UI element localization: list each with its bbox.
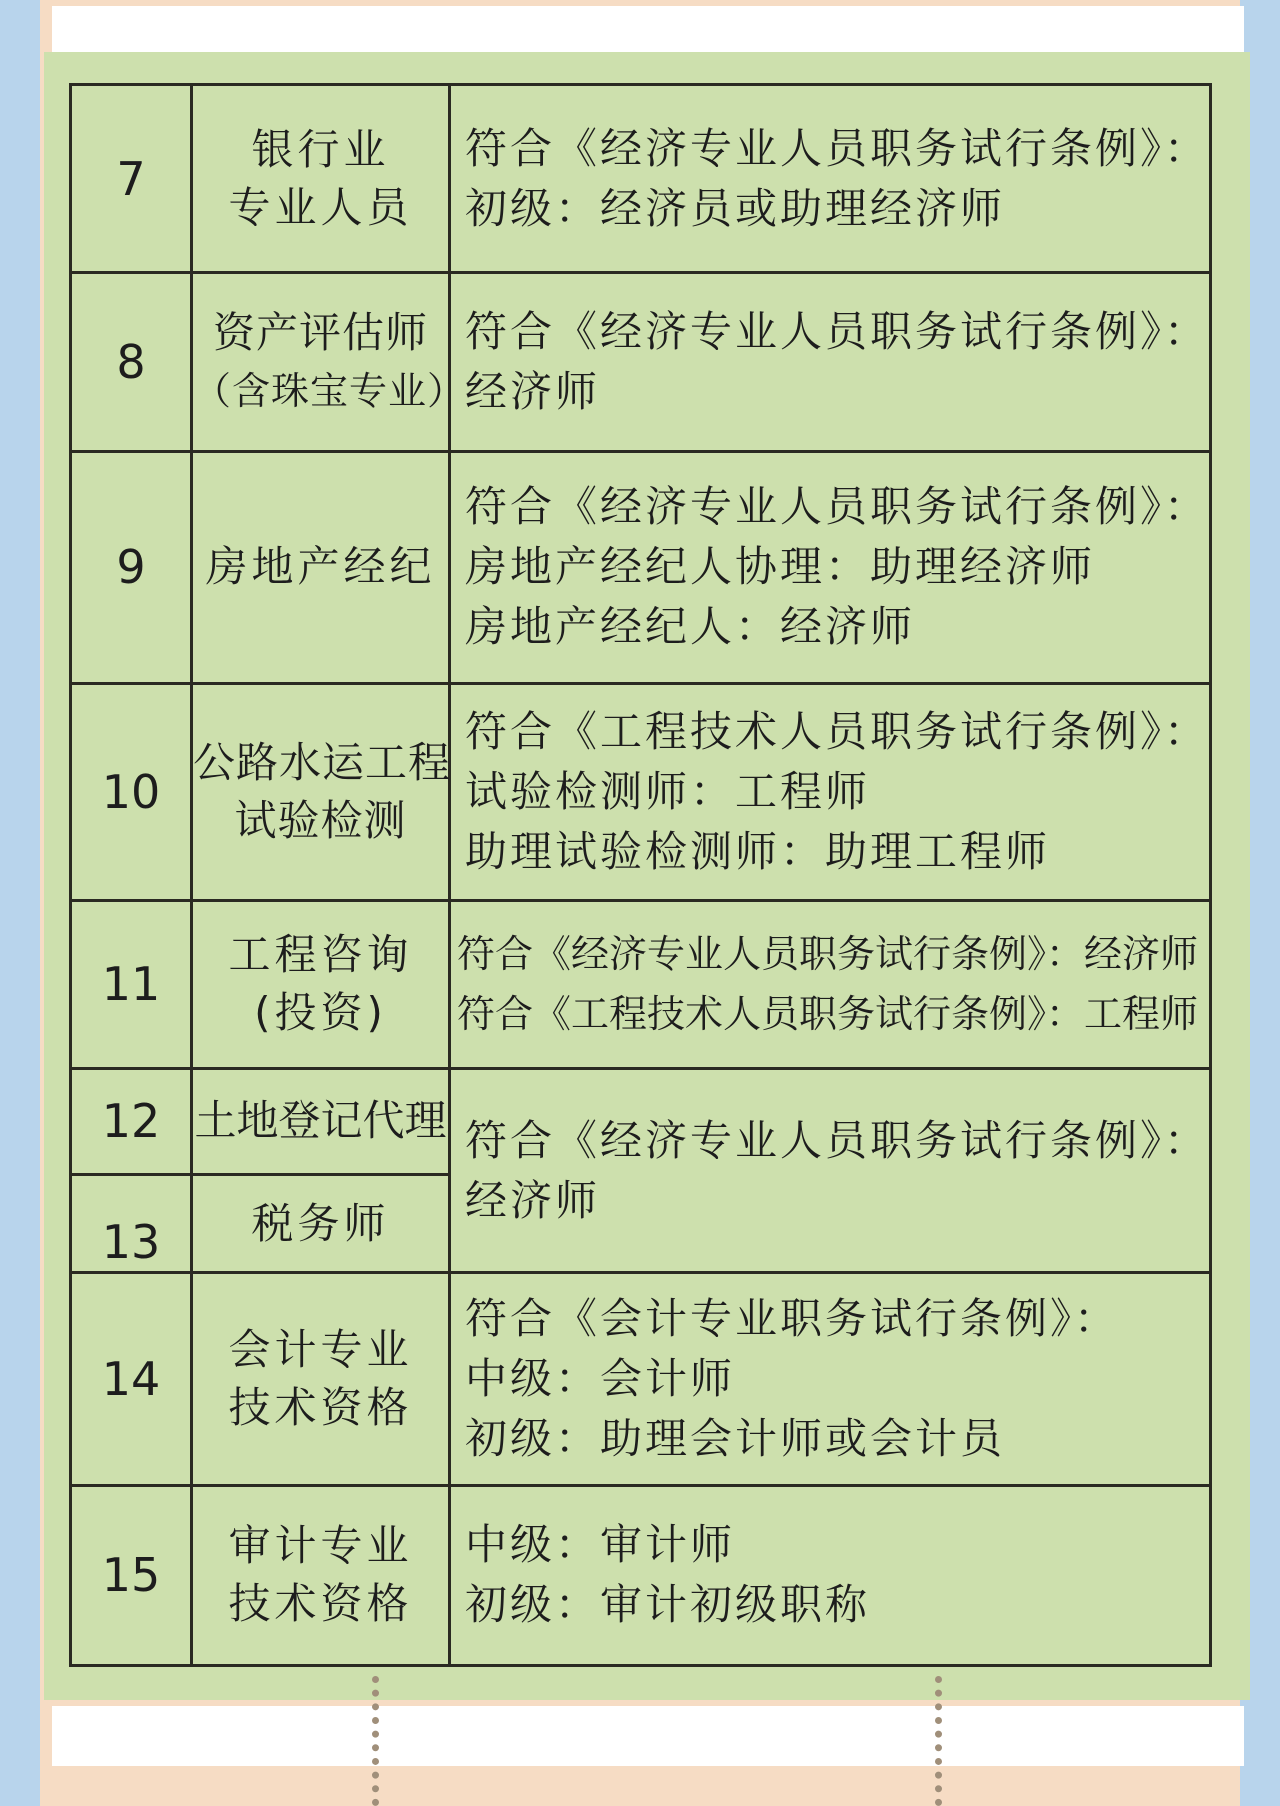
requirement <box>450 1068 1211 1272</box>
qualification-name <box>192 1485 450 1665</box>
dotted-connector-right <box>935 1676 942 1806</box>
name-line: 技术资格 <box>228 1382 413 1432</box>
qualification-name <box>192 273 467 451</box>
requirement-line: 符合《工程技术人员职务试行条例》：工程师 <box>457 992 1199 1037</box>
name-line: （含珠宝专业） <box>193 369 467 413</box>
requirement-line: 符合《经济专业人员职务试行条例》： <box>465 307 1210 356</box>
row-number: 11 <box>71 900 192 1068</box>
name-line: 专业人员 <box>228 182 413 232</box>
name-line: 试验检测 <box>234 795 407 845</box>
table-row <box>71 451 1211 683</box>
requirement-line: 符合《工程技术人员职务试行条例》： <box>465 706 1210 756</box>
requirement-line: 助理试验检测师：助理工程师 <box>465 826 1051 876</box>
requirement <box>450 451 1211 683</box>
name-line: 审计专业 <box>228 1521 413 1571</box>
row-number: 12 <box>71 1068 192 1174</box>
requirement <box>450 1485 1211 1665</box>
qualification-name <box>192 900 450 1068</box>
row-number: 10 <box>71 684 192 900</box>
requirement-line: 符合《经济专业人员职务试行条例》： <box>465 123 1210 173</box>
requirement-line: 房地产经纪人：经济师 <box>465 602 916 652</box>
qualification-name <box>192 1175 450 1273</box>
requirement-line: 经济师 <box>465 367 601 416</box>
table-row <box>71 684 1211 900</box>
name-line: 技术资格 <box>228 1579 413 1629</box>
requirement-line: 初级：审计初级职称 <box>465 1580 871 1630</box>
qualification-name <box>192 1273 450 1485</box>
requirement-line: 符合《经济专业人员职务试行条例》： <box>465 482 1210 532</box>
requirement-line: 试验检测师：工程师 <box>465 766 871 816</box>
row-number: 14 <box>71 1273 192 1485</box>
requirement <box>450 85 1211 273</box>
name-line: 工程咨询 <box>228 930 413 980</box>
row-number: 15 <box>71 1485 192 1665</box>
table-row <box>71 1485 1211 1665</box>
table-row <box>71 900 1211 1068</box>
requirement-line: 经济师 <box>465 1175 601 1225</box>
qualification-table <box>69 83 1212 1667</box>
requirement <box>450 900 1211 1068</box>
requirement <box>450 273 1211 451</box>
name-line: 公路水运工程 <box>193 737 452 787</box>
requirement-line: 符合《经济专业人员职务试行条例》： <box>465 1115 1210 1165</box>
requirement-line: 符合《经济专业人员职务试行条例》：经济师 <box>457 932 1199 977</box>
requirement-line: 初级：助理会计师或会计员 <box>465 1413 1006 1463</box>
requirement <box>450 1273 1211 1485</box>
name-line: 房地产经纪 <box>205 542 436 592</box>
table-row <box>71 1068 1211 1174</box>
requirement-line: 符合《会计专业职务试行条例》： <box>465 1293 1120 1343</box>
requirement-line: 初级：经济员或助理经济师 <box>465 183 1006 233</box>
bottom-white-strip <box>52 1706 1244 1766</box>
qualification-name <box>192 85 450 273</box>
name-line: 银行业 <box>251 124 390 174</box>
requirement <box>450 684 1211 900</box>
requirement-line: 中级：审计师 <box>465 1520 736 1570</box>
name-line: 资产评估师 <box>212 308 428 357</box>
row-number: 9 <box>71 451 192 683</box>
table-row <box>71 1273 1211 1485</box>
table-row <box>71 273 1211 451</box>
row-number: 13 <box>71 1175 192 1273</box>
name-line: 会计专业 <box>228 1324 413 1374</box>
table-row <box>71 85 1211 273</box>
dotted-connector-left <box>372 1676 379 1806</box>
qualification-name <box>192 684 450 900</box>
qualification-name <box>192 451 450 683</box>
name-line: 土地登记代理 <box>194 1096 447 1146</box>
requirement-line: 中级：会计师 <box>465 1353 736 1403</box>
top-white-strip <box>52 6 1244 56</box>
left-border <box>0 0 40 1806</box>
requirement-line: 房地产经纪人协理：助理经济师 <box>465 542 1096 592</box>
row-number: 8 <box>71 273 192 451</box>
row-number: 7 <box>71 85 192 273</box>
name-line: (投资) <box>254 988 387 1038</box>
qualification-name <box>192 1068 450 1174</box>
name-line: 税务师 <box>251 1198 390 1248</box>
